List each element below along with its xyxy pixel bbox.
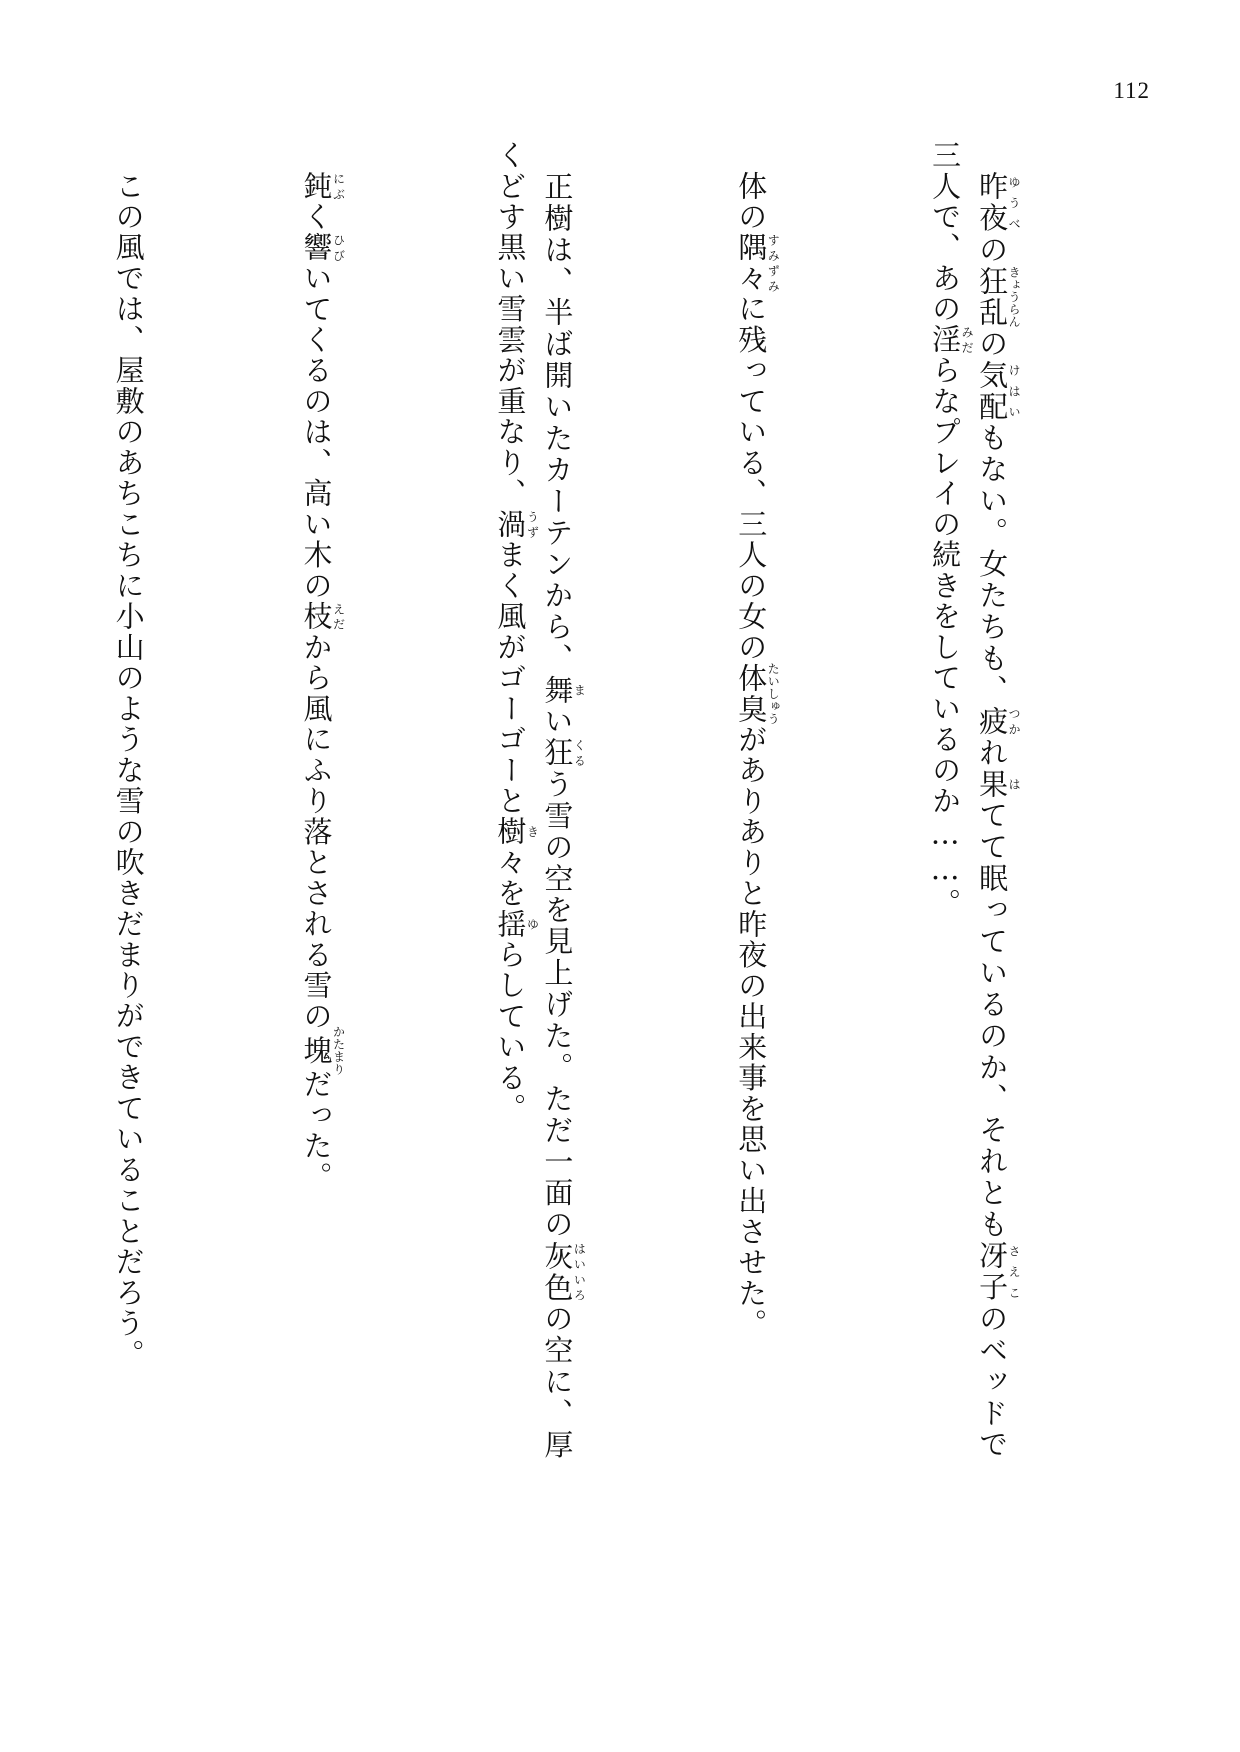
ruby-text: 果は	[975, 768, 1022, 801]
ruby-text: 灰色はいいろ	[540, 1240, 587, 1304]
paragraph: 正樹は、半ば開いたカーテンから、舞まい狂くるう雪の空を見上げた。ただ一面の灰色はいいろの空に、厚くどす黒い雪雲が重なり、渦うずまく風がゴーゴーと樹き々を揺ゆらしている。	[493, 140, 587, 1460]
ruby-text: 狂くる	[540, 737, 587, 769]
ruby-text: 鈍にぶ	[299, 170, 346, 202]
paragraph: 鈍にぶく響ひびいてくるのは、高い木の枝えだから風にふり落とされる雪の塊かたまりだった。	[299, 170, 346, 1193]
ruby-text: 淫みだ	[928, 324, 975, 356]
ruby-text: 揺ゆ	[493, 908, 540, 940]
ruby-text: 冴子さえこ	[975, 1240, 1022, 1304]
ruby-text: 渦うず	[493, 508, 540, 540]
ruby-text: 舞ま	[540, 674, 587, 706]
paragraph: この風では、屋敷のあちこちに小山のような雪の吹きだまりができていることだろう。	[111, 140, 146, 1370]
ruby-text: 枝えだ	[299, 601, 346, 632]
ruby-text: 昨夜ゆうべ	[975, 171, 1022, 235]
ruby-text: 体臭たいしゅう	[734, 662, 781, 725]
ruby-text: 隅々すみずみ	[734, 232, 781, 294]
ruby-text: 塊かたまり	[299, 1025, 346, 1076]
paragraph: 体の隅々すみずみに残っている、三人の女の体臭たいしゅうがありありと昨夜の出来事を思い出させた。	[734, 140, 781, 1340]
ruby-text: 気配けはい	[975, 359, 1022, 423]
page-body-text	[110, 140, 1162, 1460]
ruby-text: 樹き	[493, 816, 540, 848]
ruby-text: 響ひび	[299, 232, 346, 263]
page-number: 112	[1113, 78, 1150, 103]
paragraph: 昨夜ゆうべの狂乱きょうらんの気配けはいもない。女たちも、疲つかれ果はてて眠っているのか、それとも冴子さえこのベッドで三人で、あの淫みだらなプレイの続きをしているのか……。	[928, 140, 1022, 1460]
ruby-text: 疲つか	[975, 705, 1022, 738]
ruby-text: 狂乱きょうらん	[975, 265, 1022, 328]
